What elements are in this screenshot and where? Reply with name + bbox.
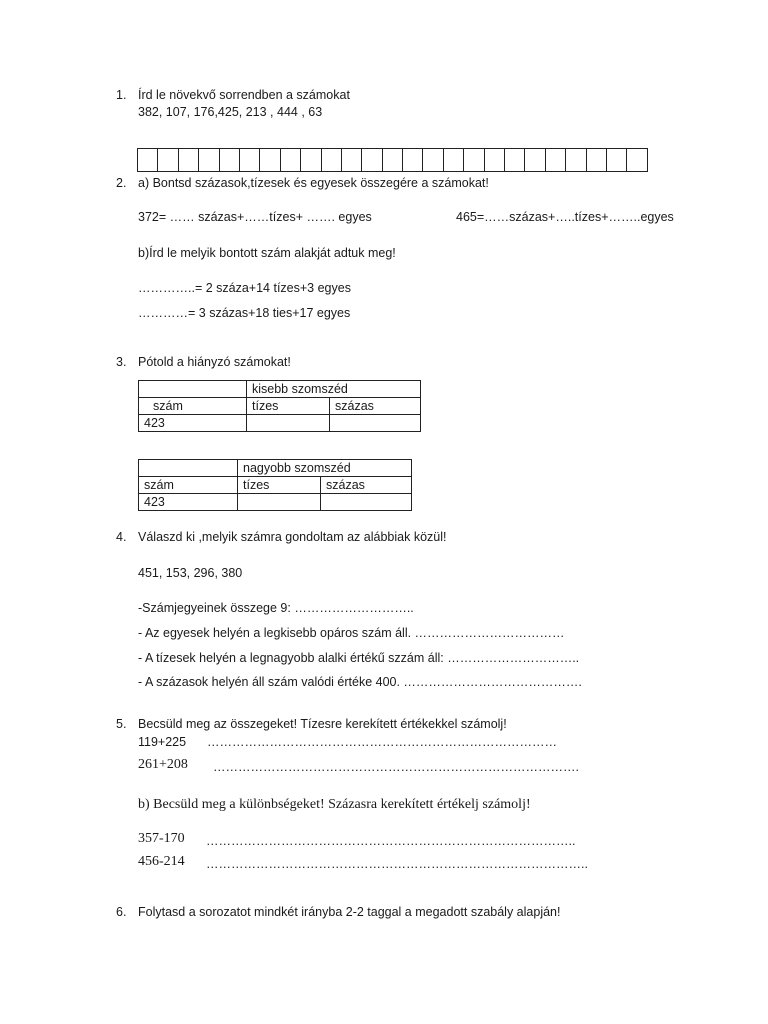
q4-clue-1: -Számjegyeinek összege 9: ……………………….. [138,601,414,615]
q5-answer-line: ……………………………………………………………………………. [213,760,579,774]
answer-box[interactable] [586,148,607,172]
col-header-tens: tízes [238,477,321,494]
answer-box[interactable] [606,148,627,172]
answer-box[interactable] [504,148,525,172]
answer-box[interactable] [382,148,403,172]
answer-box[interactable] [545,148,566,172]
q5-answer-line: …………………………………………………………………………….. [206,834,576,848]
col-header-hundreds: százas [321,477,412,494]
answer-box[interactable] [198,148,219,172]
q5-expr-1: 119+225 [138,735,187,749]
q5-expr-3: 357-170 [138,831,185,846]
q2-b-title: b)Írd le melyik bontott szám alakját adtuk meg! [138,246,396,260]
answer-box[interactable] [341,148,362,172]
q2-b-line1: …………..= 2 száza+14 tízes+3 egyes [138,281,351,295]
q1-title: Írd le növekvő sorrendben a számokat [138,88,350,102]
table-cell [139,460,238,477]
q4-clue-4: - A százasok helyén áll szám valódi értéke 400. ……………………………………. [138,675,582,689]
answer-cell[interactable] [330,415,421,432]
q5-expr-2: 261+208 [138,757,188,772]
answer-box[interactable] [443,148,464,172]
neighbor-table-larger [138,459,412,511]
q4-clue-3: - A tízesek helyén a legnagyobb alalki értékű szzám áll: ………………………….. [138,651,580,665]
q2-a-title: a) Bontsd százasok,tízesek és egyesek összegére a számokat! [138,176,489,190]
col-header-number: szám [139,398,247,415]
q4-title: Válaszd ki ,melyik számra gondoltam az alábbiak közül! [138,530,447,544]
answer-box[interactable] [157,148,178,172]
item-number-5: 5. [116,717,127,731]
q6-title: Folytasd a sorozatot mindkét irányba 2-2 taggal a megadott szabály alapján! [138,905,561,919]
answer-box[interactable] [524,148,545,172]
answer-cell[interactable] [321,494,412,511]
neighbor-table-smaller [138,380,421,432]
item-number-4: 4. [116,530,127,544]
answer-box[interactable] [137,148,158,172]
q5-answer-line: ……………………………………………………………………………….. [206,857,588,871]
answer-box[interactable] [300,148,321,172]
table-value: 423 [139,415,247,432]
answer-box[interactable] [219,148,240,172]
item-number-6: 6. [116,905,127,919]
col-header-number: szám [139,477,238,494]
table-header: nagyobb szomszéd [238,460,412,477]
item-number-2: 2. [116,176,127,190]
q2-a-line1: 372= …… százas+……tízes+ ……. egyes [138,210,372,224]
answer-box[interactable] [463,148,484,172]
item-number-1: 1. [116,88,127,102]
answer-box[interactable] [422,148,443,172]
answer-box[interactable] [626,148,647,172]
q5-expr-4: 456-214 [138,854,185,869]
q5-answer-line: ………………………………………………………………………… [207,735,557,749]
answer-box[interactable] [361,148,382,172]
q5-b-title: b) Becsüld meg a különbségeket! Százasra kerekített értékelj számolj! [138,797,531,812]
q2-a-line2: 465=……százas+…..tízes+……..egyes [456,210,674,224]
q5-title: Becsüld meg az összegeket! Tízesre kerekített értékekkel számolj! [138,717,507,731]
answer-box[interactable] [484,148,505,172]
answer-boxes [138,148,648,172]
q3-title: Pótold a hiányzó számokat! [138,355,291,369]
table-header: kisebb szomszéd [247,381,421,398]
answer-box[interactable] [565,148,586,172]
answer-box[interactable] [402,148,423,172]
q4-clue-2: - Az egyesek helyén a legkisebb opáros szám áll. ……………………………… [138,626,565,640]
answer-box[interactable] [178,148,199,172]
q2-b-line2: …………= 3 százas+18 ties+17 egyes [138,306,351,320]
col-header-tens: tízes [247,398,330,415]
answer-box[interactable] [239,148,260,172]
answer-cell[interactable] [247,415,330,432]
q1-numbers: 382, 107, 176,425, 213 , 444 , 63 [138,105,323,119]
col-header-hundreds: százas [330,398,421,415]
answer-cell[interactable] [238,494,321,511]
answer-box[interactable] [321,148,342,172]
answer-box[interactable] [259,148,280,172]
table-value: 423 [139,494,238,511]
answer-box[interactable] [280,148,301,172]
table-cell [139,381,247,398]
q4-numbers: 451, 153, 296, 380 [138,566,243,580]
item-number-3: 3. [116,355,127,369]
